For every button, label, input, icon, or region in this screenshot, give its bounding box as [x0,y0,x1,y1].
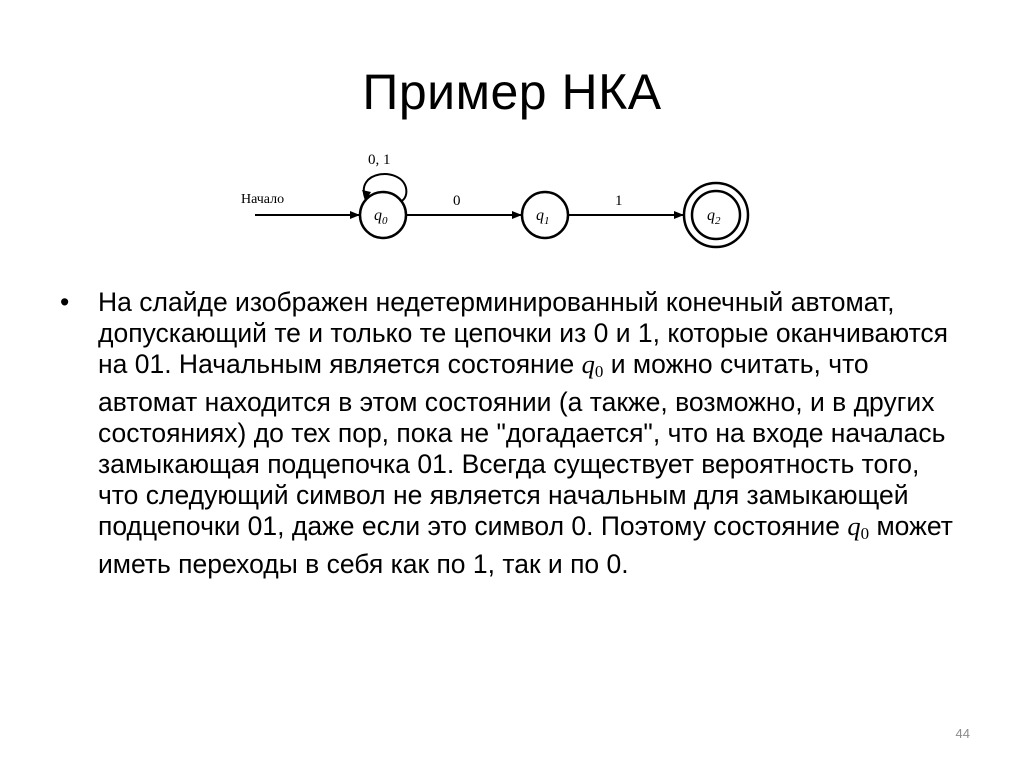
state-q1 [522,192,568,238]
state-q0 [360,192,406,238]
math-var: q [581,349,595,379]
state-q2-sub: 2 [715,215,721,227]
math-sub: 0 [594,362,604,381]
bullet-marker: • [60,287,70,317]
description-paragraph [98,287,960,580]
start-label: Начало [241,192,285,207]
paragraph-text-3: может иметь переходы в себя как по 1, так и по 0. [98,511,953,579]
state-q0-sub: 0 [382,215,388,227]
math-var-2: q [847,511,861,541]
page-number: 44 [955,726,970,741]
paragraph-text-1: На слайде изображен недетерминированный конечный автомат, допускающий те и только те цепочки из 0 и 1, которые оканчиваются на 01. Начальным является состояние [98,287,949,379]
nfa-diagram [225,140,765,270]
state-q2-accepting [684,183,748,247]
transition-label-q0-q0: 0, 1 [368,152,391,168]
math-q0-second [847,511,869,541]
paragraph-text-2: и можно считать, что автомат находится в этом состоянии (а также, возможно, и в других состояниях) до тех пор, пока не "догадается", что на входе началась замыкающая подцепочка 01. Всегда существует вероятность того, что следующий символ не является начальным для замыкающей подцепочки 01, даже если это символ 0. Поэтому состояние [98,349,946,541]
slide-title: Пример НКА [362,64,662,120]
transition-label-q0-q1: 0 [453,193,461,209]
math-sub-2: 0 [860,524,870,543]
state-q2-name: q [707,207,715,224]
transition-label-q1-q2: 1 [615,193,623,209]
math-q0 [582,349,604,379]
state-q0-name: q [374,207,382,224]
state-q1-name: q [536,207,544,224]
state-q1-sub: 1 [544,215,550,227]
